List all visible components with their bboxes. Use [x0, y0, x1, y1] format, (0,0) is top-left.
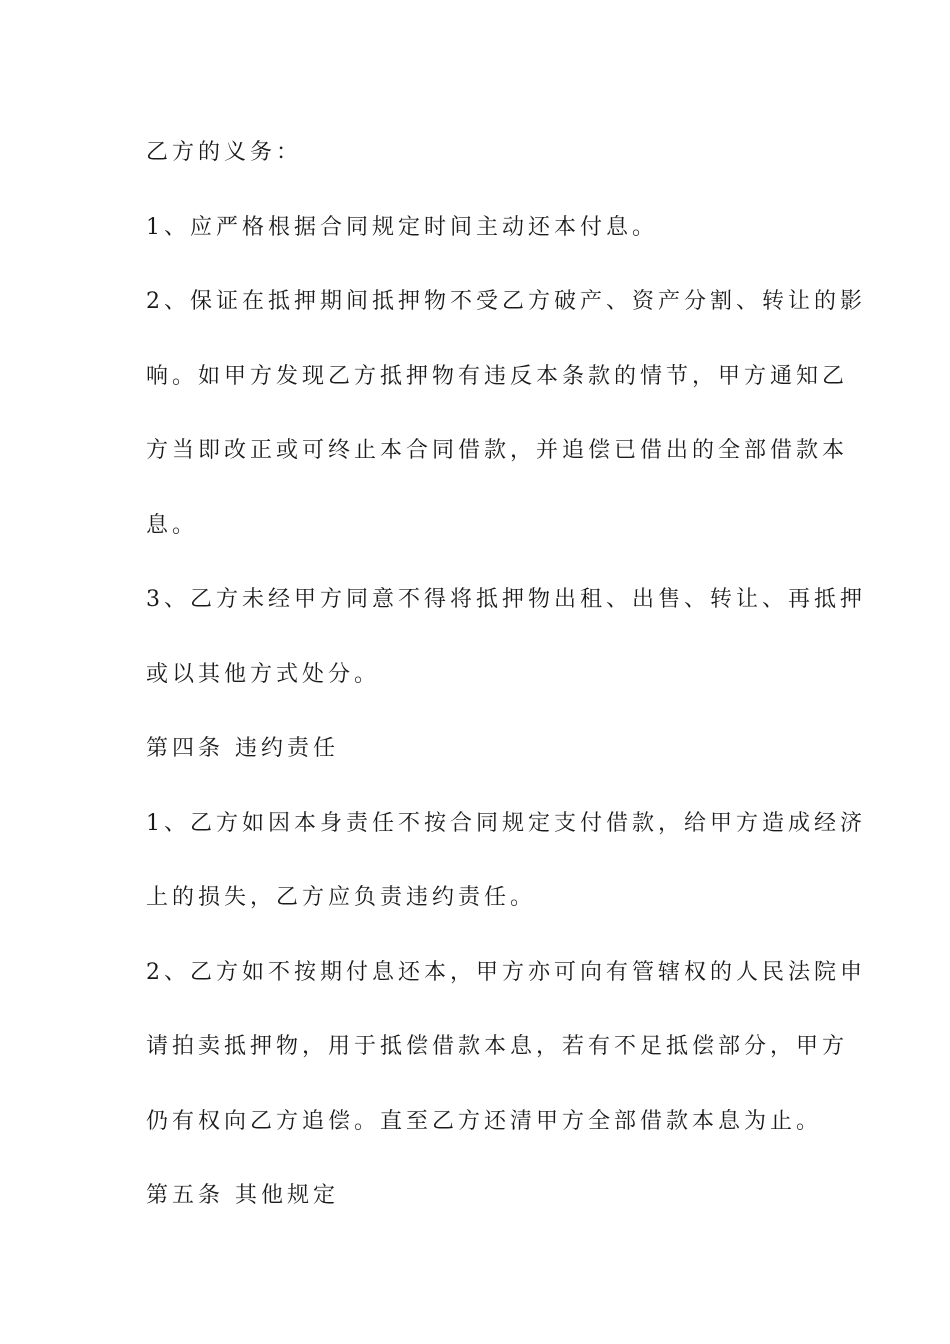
- liability-1-text-line-2: 上的损失，乙方应负责违约责任。: [146, 885, 537, 910]
- liability-1-text-line-1: 1、乙方如因本身责任不按合同规定支付借款，给甲方造成经济: [146, 811, 866, 836]
- obligation-3-text-line-2: 或以其他方式处分。: [146, 662, 381, 687]
- obligation-2-text-line-1: 2、保证在抵押期间抵押物不受乙方破产、资产分割、转让的影: [146, 289, 866, 314]
- obligation-2-text-line-3: 方当即改正或可终止本合同借款，并追偿已借出的全部借款本: [146, 438, 849, 463]
- article-5-heading: 第五条 其他规定: [146, 1183, 339, 1208]
- obligation-2-text-line-2: 响。如甲方发现乙方抵押物有违反本条款的情节，甲方通知乙: [146, 364, 849, 389]
- obligation-3-text-line-1: 3、乙方未经甲方同意不得将抵押物出租、出售、转让、再抵押: [146, 587, 866, 612]
- liability-2-text-line-2: 请拍卖抵押物，用于抵偿借款本息，若有不足抵偿部分，甲方: [146, 1034, 849, 1059]
- obligations-heading: 乙方的义务：: [146, 140, 303, 165]
- obligation-1-text: 1、应严格根据合同规定时间主动还本付息。: [146, 215, 658, 240]
- obligation-2-text-line-4: 息。: [146, 513, 199, 538]
- liability-2-text-line-3: 仍有权向乙方追偿。直至乙方还清甲方全部借款本息为止。: [146, 1109, 823, 1134]
- liability-2-text-line-1: 2、乙方如不按期付息还本，甲方亦可向有管辖权的人民法院申: [146, 960, 866, 985]
- article-4-heading: 第四条 违约责任: [146, 736, 339, 761]
